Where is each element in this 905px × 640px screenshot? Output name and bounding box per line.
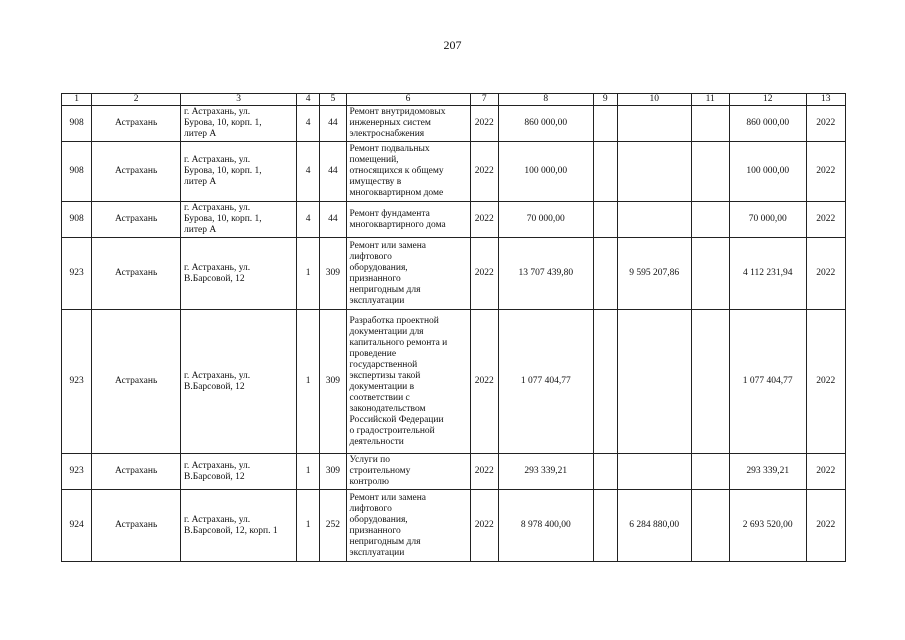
fund-cost-cell — [617, 310, 691, 454]
floors-cell: 1 — [297, 238, 320, 310]
col11-cell — [691, 490, 729, 562]
fund-cost-cell — [617, 106, 691, 142]
work-type-line: помещений, — [349, 155, 399, 165]
col9-cell — [593, 454, 617, 490]
col5-cell: 309 — [320, 238, 346, 310]
col9-cell — [593, 202, 617, 238]
col9-cell — [593, 106, 617, 142]
total-cost-cell: 70 000,00 — [498, 202, 593, 238]
object-id-cell: 908 — [62, 142, 92, 202]
address-line: г. Астрахань, ул. — [184, 460, 251, 471]
year-cell: 2022 — [470, 310, 498, 454]
address-line: В.Барсовой, 12 — [184, 273, 245, 284]
works-table — [61, 93, 846, 562]
address-cell — [181, 202, 297, 238]
column-header: 3 — [181, 94, 297, 106]
owners-cost-cell: 293 339,21 — [729, 454, 806, 490]
work-type-line: соответствии с — [349, 392, 410, 403]
page-number: 207 — [443, 38, 462, 52]
fund-cost-cell: 6 284 880,00 — [617, 490, 691, 562]
work-type-line: многоквартирном доме — [349, 188, 444, 198]
column-header: 6 — [346, 94, 470, 106]
col9-cell — [593, 142, 617, 202]
work-type-line: Ремонт или замена — [349, 240, 427, 251]
address-line: В.Барсовой, 12, корп. 1 — [184, 525, 278, 536]
work-type-line: имуществу в — [349, 177, 402, 187]
fund-cost-cell — [617, 202, 691, 238]
table-row — [62, 202, 846, 238]
work-type-line: эксплуатации — [349, 295, 405, 306]
table-row — [62, 142, 846, 202]
column-header: 8 — [498, 94, 593, 106]
col5-cell: 44 — [320, 142, 346, 202]
work-type-line: эксплуатации — [349, 547, 405, 558]
col11-cell — [691, 310, 729, 454]
col5-cell: 309 — [320, 310, 346, 454]
table-row — [62, 490, 846, 562]
year-cell: 2022 — [470, 238, 498, 310]
work-type-line: инженерных систем — [349, 118, 431, 128]
address-line: литер А — [184, 177, 217, 187]
work-type-line: оборудования, — [349, 514, 408, 525]
municipality-cell: Астрахань — [92, 454, 181, 490]
col5-cell: 44 — [320, 106, 346, 142]
address-cell — [181, 454, 297, 490]
work-type-cell — [346, 454, 470, 490]
work-type-line: электроснабжения — [349, 129, 425, 139]
work-type-line: Российской Федерации — [349, 414, 444, 425]
total-cost-cell: 13 707 439,80 — [498, 238, 593, 310]
floors-cell: 1 — [297, 490, 320, 562]
address-line: г. Астрахань, ул. — [184, 370, 251, 381]
work-type-line: непригодным для — [349, 536, 421, 547]
municipality-cell: Астрахань — [92, 310, 181, 454]
column-header: 10 — [617, 94, 691, 106]
column-header: 5 — [320, 94, 346, 106]
column-header: 7 — [470, 94, 498, 106]
address-line: г. Астрахань, ул. — [184, 155, 251, 165]
table-row — [62, 454, 846, 490]
completion-year-cell: 2022 — [806, 202, 845, 238]
work-type-line: признанного — [349, 273, 401, 284]
work-type-line: законодательством — [349, 403, 426, 414]
municipality-cell: Астрахань — [92, 202, 181, 238]
col9-cell — [593, 238, 617, 310]
year-cell: 2022 — [470, 454, 498, 490]
total-cost-cell: 1 077 404,77 — [498, 310, 593, 454]
address-cell — [181, 238, 297, 310]
address-line: литер А — [184, 129, 217, 139]
col11-cell — [691, 142, 729, 202]
work-type-line: оборудования, — [349, 262, 408, 273]
work-type-line: относящихся к общему — [349, 166, 444, 176]
object-id-cell: 923 — [62, 454, 92, 490]
work-type-line: документации в — [349, 381, 415, 392]
work-type-cell — [346, 142, 470, 202]
address-line: литер А — [184, 225, 217, 235]
completion-year-cell: 2022 — [806, 238, 845, 310]
object-id-cell: 924 — [62, 490, 92, 562]
column-header: 11 — [691, 94, 729, 106]
address-line: В.Барсовой, 12 — [184, 381, 245, 392]
table-row — [62, 106, 846, 142]
object-id-cell: 923 — [62, 310, 92, 454]
municipality-cell: Астрахань — [92, 106, 181, 142]
total-cost-cell: 860 000,00 — [498, 106, 593, 142]
work-type-line: признанного — [349, 525, 401, 536]
work-type-cell — [346, 202, 470, 238]
work-type-line: документации для — [349, 326, 424, 337]
column-header: 9 — [593, 94, 617, 106]
work-type-line: Ремонт внутридомовых — [349, 107, 446, 117]
floors-cell: 1 — [297, 454, 320, 490]
owners-cost-cell: 4 112 231,94 — [729, 238, 806, 310]
work-type-cell — [346, 106, 470, 142]
owners-cost-cell: 860 000,00 — [729, 106, 806, 142]
floors-cell: 1 — [297, 310, 320, 454]
work-type-line: деятельности — [349, 436, 404, 447]
address-cell — [181, 490, 297, 562]
work-type-line: государственной — [349, 359, 418, 370]
address-cell — [181, 310, 297, 454]
floors-cell: 4 — [297, 106, 320, 142]
work-type-line: капитального ремонта и — [349, 337, 448, 348]
floors-cell: 4 — [297, 202, 320, 238]
column-header: 13 — [806, 94, 845, 106]
col9-cell — [593, 310, 617, 454]
year-cell: 2022 — [470, 142, 498, 202]
address-cell — [181, 106, 297, 142]
fund-cost-cell — [617, 142, 691, 202]
work-type-cell — [346, 238, 470, 310]
municipality-cell: Астрахань — [92, 142, 181, 202]
address-line: Бурова, 10, корп. 1, — [184, 166, 262, 176]
owners-cost-cell: 2 693 520,00 — [729, 490, 806, 562]
completion-year-cell: 2022 — [806, 454, 845, 490]
table-row — [62, 238, 846, 310]
col11-cell — [691, 238, 729, 310]
object-id-cell: 908 — [62, 202, 92, 238]
total-cost-cell: 293 339,21 — [498, 454, 593, 490]
work-type-line: о градостроительной — [349, 425, 435, 436]
work-type-line: экспертизы такой — [349, 370, 421, 381]
work-type-line: лифтового — [349, 503, 392, 514]
work-type-line: Ремонт фундамента — [349, 208, 430, 219]
completion-year-cell: 2022 — [806, 310, 845, 454]
object-id-cell: 923 — [62, 238, 92, 310]
address-cell — [181, 142, 297, 202]
object-id-cell: 908 — [62, 106, 92, 142]
address-line: г. Астрахань, ул. — [184, 262, 251, 273]
address-line: г. Астрахань, ул. — [184, 514, 251, 525]
fund-cost-cell: 9 595 207,86 — [617, 238, 691, 310]
col9-cell — [593, 490, 617, 562]
year-cell: 2022 — [470, 202, 498, 238]
municipality-cell: Астрахань — [92, 238, 181, 310]
col11-cell — [691, 202, 729, 238]
total-cost-cell: 8 978 400,00 — [498, 490, 593, 562]
column-header: 4 — [297, 94, 320, 106]
total-cost-cell: 100 000,00 — [498, 142, 593, 202]
work-type-line: многоквартирного дома — [349, 219, 446, 230]
fund-cost-cell — [617, 454, 691, 490]
column-header: 1 — [62, 94, 92, 106]
owners-cost-cell: 100 000,00 — [729, 142, 806, 202]
address-line: Бурова, 10, корп. 1, — [184, 118, 262, 128]
work-type-cell — [346, 310, 470, 454]
col5-cell: 44 — [320, 202, 346, 238]
address-line: г. Астрахань, ул. — [184, 203, 251, 213]
work-type-cell — [346, 490, 470, 562]
work-type-line: контролю — [349, 477, 389, 487]
completion-year-cell: 2022 — [806, 490, 845, 562]
column-header: 2 — [92, 94, 181, 106]
col5-cell: 252 — [320, 490, 346, 562]
work-type-line: Услуги по — [349, 455, 390, 465]
work-type-line: Ремонт подвальных — [349, 144, 430, 154]
col11-cell — [691, 106, 729, 142]
column-numbers-row — [62, 94, 846, 106]
work-type-line: строительному — [349, 466, 411, 476]
work-type-line: проведение — [349, 348, 397, 359]
completion-year-cell: 2022 — [806, 106, 845, 142]
owners-cost-cell: 70 000,00 — [729, 202, 806, 238]
work-type-line: Ремонт или замена — [349, 492, 427, 503]
address-line: г. Астрахань, ул. — [184, 107, 251, 117]
work-type-line: Разработка проектной — [349, 315, 439, 326]
owners-cost-cell: 1 077 404,77 — [729, 310, 806, 454]
year-cell: 2022 — [470, 106, 498, 142]
year-cell: 2022 — [470, 490, 498, 562]
floors-cell: 4 — [297, 142, 320, 202]
column-header: 12 — [729, 94, 806, 106]
work-type-line: непригодным для — [349, 284, 421, 295]
col11-cell — [691, 454, 729, 490]
table-row — [62, 310, 846, 454]
work-type-line: лифтового — [349, 251, 392, 262]
col5-cell: 309 — [320, 454, 346, 490]
address-line: Бурова, 10, корп. 1, — [184, 214, 262, 224]
address-line: В.Барсовой, 12 — [184, 471, 245, 482]
municipality-cell: Астрахань — [92, 490, 181, 562]
completion-year-cell: 2022 — [806, 142, 845, 202]
